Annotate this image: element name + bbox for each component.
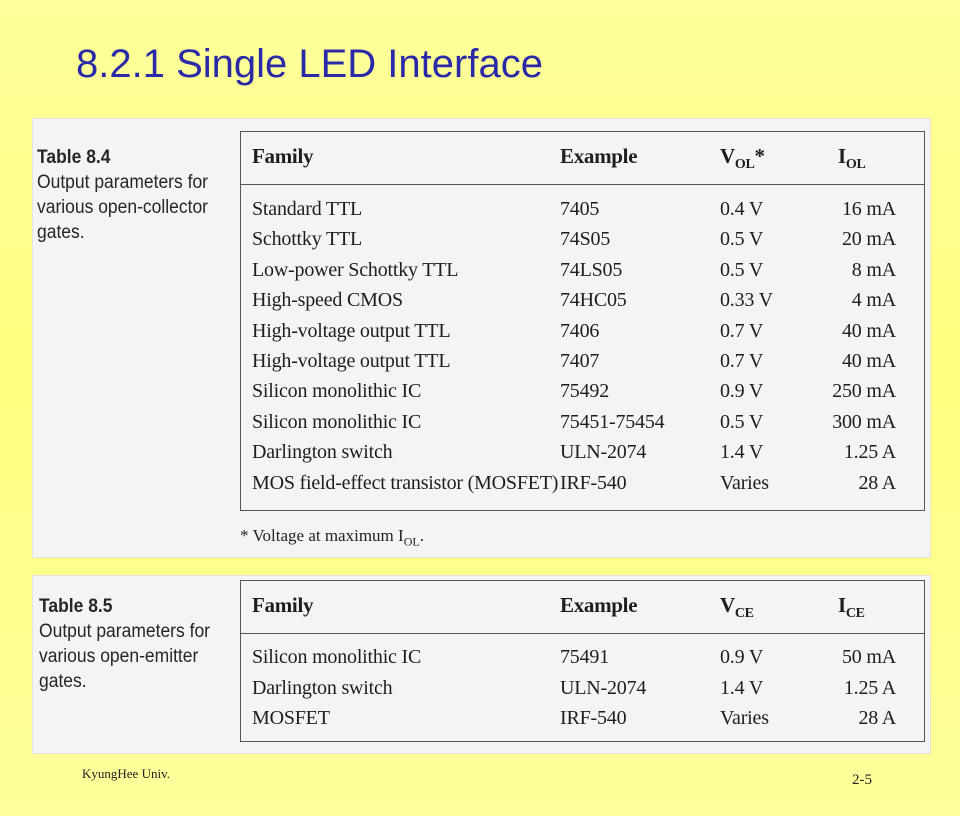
cell-family: High-voltage output TTL <box>252 349 451 372</box>
table-caption <box>37 145 217 245</box>
cell-family: Low-power Schottky TTL <box>252 258 459 281</box>
table-8-4-panel <box>33 119 930 557</box>
table-description: Output parameters for various open-collector gates. <box>37 172 209 243</box>
cell-family: Silicon monolithic IC <box>252 380 422 403</box>
cell-example: ULN-2074 <box>560 676 647 699</box>
cell-example: 74S05 <box>560 228 611 251</box>
table-row <box>241 289 924 319</box>
cell-family: Silicon monolithic IC <box>252 410 422 433</box>
cell-voltage: 1.4 V <box>720 441 764 464</box>
header-example: Example <box>560 593 638 617</box>
table-footnote: * Voltage at maximum $I_{OL}$. <box>240 526 424 549</box>
cell-current: 16 mA <box>841 198 896 220</box>
table-body <box>241 185 924 502</box>
cell-example: 7407 <box>560 349 600 372</box>
cell-voltage: 0.4 V <box>720 198 764 220</box>
table-row <box>241 228 924 258</box>
footer-page-number: 2-5 <box>852 772 872 788</box>
open-emitter-table <box>240 580 925 742</box>
table-header-row <box>241 132 924 185</box>
cell-family: MOS field-effect transistor (MOSFET) <box>252 471 559 494</box>
table-caption <box>39 594 219 694</box>
cell-current: 40 mA <box>841 319 896 342</box>
cell-current: 1.25 A <box>843 676 896 699</box>
footer-university: KyungHee Univ. <box>82 766 170 781</box>
table-description: Output parameters for various open-emitter gates. <box>39 621 211 692</box>
cell-current: 28 A <box>858 707 896 729</box>
cell-voltage: 0.5 V <box>720 410 764 433</box>
table-number: Table 8.4 <box>37 147 111 168</box>
table-body <box>241 634 924 738</box>
cell-example: IRF-540 <box>560 471 627 494</box>
table-row <box>241 198 924 228</box>
cell-current: 4 mA <box>851 289 896 312</box>
table-row <box>241 646 924 677</box>
table-row <box>241 441 924 471</box>
cell-example: 74HC05 <box>560 289 627 312</box>
cell-current: 1.25 A <box>843 441 896 464</box>
table-header-row <box>241 581 924 634</box>
cell-example: 7406 <box>560 319 600 342</box>
cell-example: 75491 <box>560 646 610 668</box>
header-example: Example <box>560 144 638 168</box>
cell-family: Silicon monolithic IC <box>252 646 422 668</box>
cell-family: Schottky TTL <box>252 228 363 251</box>
table-row <box>241 677 924 708</box>
cell-voltage: Varies <box>720 707 769 729</box>
cell-voltage: 0.33 V <box>720 289 773 312</box>
cell-current: 250 mA <box>832 380 896 403</box>
open-collector-table <box>240 131 925 511</box>
table-row <box>241 472 924 502</box>
cell-family: High-voltage output TTL <box>252 319 451 342</box>
cell-family: Darlington switch <box>252 441 393 464</box>
header-vce: $V_{CE}$ <box>720 593 754 622</box>
header-ice: $I_{CE}$ <box>838 593 865 622</box>
cell-current: 300 mA <box>832 410 896 433</box>
cell-example: 75451-75454 <box>560 410 665 433</box>
cell-voltage: 0.7 V <box>720 319 764 342</box>
table-row <box>241 350 924 380</box>
cell-family: High-speed CMOS <box>252 289 403 312</box>
cell-family: Standard TTL <box>252 198 362 220</box>
slide-title: 8.2.1 Single LED Interface <box>76 42 543 86</box>
cell-voltage: 0.7 V <box>720 349 764 372</box>
table-row <box>241 259 924 289</box>
table-row <box>241 380 924 410</box>
cell-current: 50 mA <box>841 646 896 668</box>
table-row <box>241 411 924 441</box>
table-number: Table 8.5 <box>39 596 113 617</box>
cell-voltage: 0.9 V <box>720 646 764 668</box>
table-8-5-panel <box>33 576 930 753</box>
cell-voltage: 0.9 V <box>720 380 764 403</box>
header-family: Family <box>252 144 314 168</box>
cell-voltage: 0.5 V <box>720 258 764 281</box>
cell-voltage: 1.4 V <box>720 676 764 699</box>
header-vol: $V_{OL}*$ <box>720 144 765 173</box>
header-iol: $I_{OL}$ <box>838 144 866 173</box>
cell-voltage: Varies <box>720 471 769 494</box>
cell-example: IRF-540 <box>560 707 627 729</box>
cell-current: 20 mA <box>841 228 896 251</box>
cell-voltage: 0.5 V <box>720 228 764 251</box>
table-row <box>241 320 924 350</box>
cell-example: 7405 <box>560 198 600 220</box>
cell-family: Darlington switch <box>252 676 393 699</box>
cell-current: 40 mA <box>841 349 896 372</box>
cell-example: 74LS05 <box>560 258 623 281</box>
cell-example: 75492 <box>560 380 610 403</box>
cell-example: ULN-2074 <box>560 441 647 464</box>
cell-current: 8 mA <box>851 258 896 281</box>
cell-family: MOSFET <box>252 707 330 729</box>
table-row <box>241 707 924 738</box>
header-family: Family <box>252 593 314 617</box>
cell-current: 28 A <box>858 471 896 494</box>
